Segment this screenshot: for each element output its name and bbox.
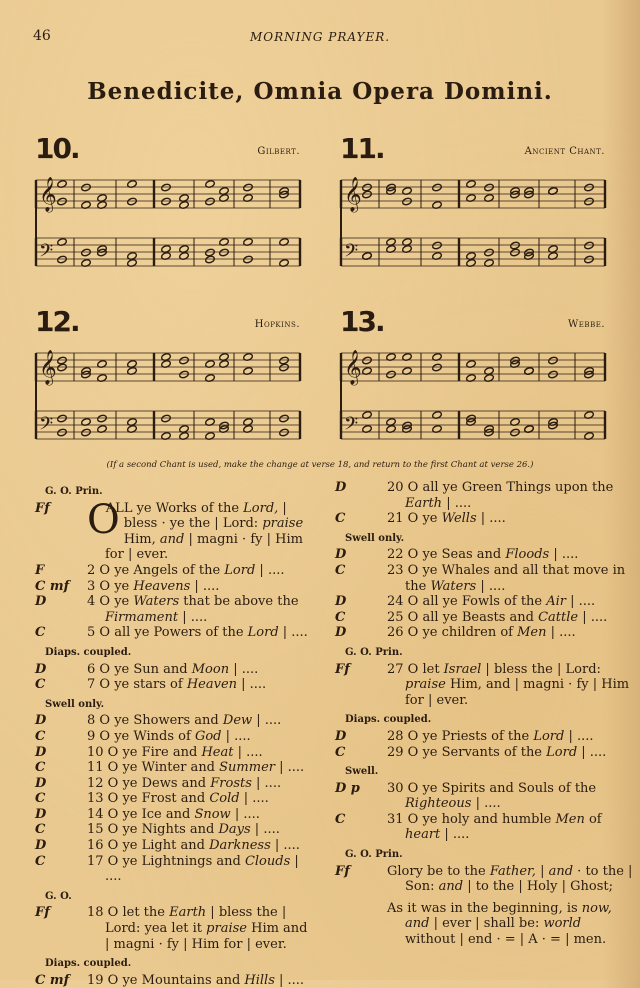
verse-text: 28 O ye Priests of the Lord | .... <box>387 728 594 744</box>
verse-text: 23 O ye Whales and all that move in the Waters | .... <box>387 562 626 594</box>
verse-text: 22 O ye Seas and Floods | .... <box>387 547 579 563</box>
verse <box>35 760 315 776</box>
registration-heading: G. O. Prin. <box>345 849 403 861</box>
verse <box>35 854 315 885</box>
dynamic-mark: C <box>35 822 46 838</box>
verse <box>335 745 635 761</box>
verse-text: 4 O ye Waters that be above the Firmament | .... <box>87 594 299 625</box>
verse-text: 7 O ye stars of Heaven | .... <box>87 677 267 693</box>
verse <box>35 791 315 807</box>
verse <box>335 729 635 745</box>
dynamic-mark: D <box>35 594 47 610</box>
dynamic-mark: C <box>35 728 46 744</box>
verse-text: 6 O ye Sun and Moon | .... <box>87 661 259 677</box>
verse-text: O ALL ye Works of the Lord, | bless · ye the | Lord: praise Him, and | magni · fy | Him for | ever. <box>87 496 304 563</box>
verse <box>335 610 635 626</box>
verse <box>35 594 315 625</box>
music-score <box>339 170 607 282</box>
dynamic-mark: C <box>335 511 346 527</box>
verse-text: 9 O ye Winds of God | .... <box>87 728 251 744</box>
svg-text:𝄞: 𝄞 <box>344 177 362 212</box>
chant-number: 12. <box>35 305 79 338</box>
verse-text: 13 O ye Frost and Cold | .... <box>87 791 269 807</box>
chant-number: 11. <box>340 132 384 165</box>
verse <box>335 511 635 527</box>
verse <box>335 781 635 812</box>
verse <box>335 901 635 948</box>
dynamic-mark: C mf <box>35 972 70 988</box>
svg-text:𝄞: 𝄞 <box>344 350 362 385</box>
verse <box>35 729 315 745</box>
verse <box>35 496 315 563</box>
verse-text: 3 O ye Heavens | .... <box>87 578 220 594</box>
chant-11 <box>325 132 605 282</box>
page-number: 46 <box>33 28 51 44</box>
svg-text:𝄢: 𝄢 <box>344 241 359 266</box>
verse <box>35 625 315 641</box>
dynamic-mark: D <box>35 713 47 729</box>
verse-text: 2 O ye Angels of the Lord | .... <box>87 562 285 578</box>
dynamic-mark: Ff <box>35 905 50 921</box>
registration-heading: Diaps. coupled. <box>45 646 132 658</box>
dynamic-mark: Ff <box>335 863 350 879</box>
running-head: MORNING PRAYER. <box>249 30 391 44</box>
page-header <box>0 28 640 48</box>
music-score <box>34 343 302 455</box>
dynamic-mark: D <box>335 625 347 641</box>
chant-composer: Hopkins. <box>254 319 300 330</box>
verse-text: 12 O ye Dews and Frosts | .... <box>87 775 282 791</box>
verse <box>335 480 635 511</box>
verse-text: 27 O let Israel | bless the | Lord: praise Him, and | magni · fy | Him for | ever. <box>387 661 630 708</box>
chant-composer: Webbe. <box>568 319 605 330</box>
music-score <box>339 343 607 455</box>
verse <box>335 594 635 610</box>
verse <box>35 677 315 693</box>
chant-12 <box>20 305 300 455</box>
registration-heading: G. O. Prin. <box>345 646 403 658</box>
chant-number: 10. <box>35 132 79 165</box>
registration-heading: Swell only. <box>45 698 105 710</box>
verse <box>335 662 635 709</box>
verse <box>35 838 315 854</box>
chant-composer: Ancient Chant. <box>524 146 605 157</box>
dynamic-mark: D <box>35 775 47 791</box>
verse-text: 18 O let the Earth | bless the | Lord: yea let it praise Him and | magni · fy | Him for | ever. <box>87 905 308 952</box>
right-column <box>335 480 635 948</box>
dynamic-mark: C <box>335 811 346 827</box>
dynamic-mark: C <box>35 791 46 807</box>
dynamic-mark: C <box>35 625 46 641</box>
verse <box>35 713 315 729</box>
chant-instruction: (If a second Chant is used, make the change at verse 18, and return to the first Chant at verse 26.) <box>106 460 534 470</box>
left-column <box>35 480 315 988</box>
verse <box>35 822 315 838</box>
verse-text: 10 O ye Fire and Heat | .... <box>87 744 263 760</box>
verse <box>35 905 315 952</box>
verse <box>35 563 315 579</box>
verse-text: 26 O ye children of Men | .... <box>387 625 576 641</box>
svg-text:𝄢: 𝄢 <box>344 414 359 439</box>
svg-text:𝄢: 𝄢 <box>39 241 54 266</box>
dynamic-mark: Ff <box>35 500 50 516</box>
verse <box>335 812 635 843</box>
chant-composer: Gilbert. <box>257 146 300 157</box>
verse-text: 11 O ye Winter and Summer | .... <box>87 760 305 776</box>
dynamic-mark: C <box>335 744 346 760</box>
dynamic-mark: D <box>335 480 347 495</box>
verse <box>35 579 315 595</box>
dynamic-mark: D <box>35 838 47 854</box>
dynamic-mark: C <box>335 562 346 578</box>
verse-text: 31 O ye holy and humble Men of heart | .... <box>387 811 602 843</box>
registration-heading: G. O. <box>45 890 72 902</box>
registration-heading: Swell only. <box>345 532 405 544</box>
verse <box>35 807 315 823</box>
dynamic-mark: D <box>335 547 347 563</box>
dynamic-mark: D <box>335 728 347 744</box>
verse <box>35 662 315 678</box>
verse-text: 14 O ye Ice and Snow | .... <box>87 806 260 822</box>
page-title: Benedicite, Omnia Opera Domini. <box>87 78 553 105</box>
registration-heading: G. O. Prin. <box>45 486 103 497</box>
verse <box>335 563 635 594</box>
verse-text: 25 O all ye Beasts and Cattle | .... <box>387 609 608 625</box>
svg-text:𝄢: 𝄢 <box>39 414 54 439</box>
registration-heading: Swell. <box>345 766 379 778</box>
svg-text:𝄞: 𝄞 <box>39 350 57 385</box>
verse-text: 29 O ye Servants of the Lord | .... <box>387 744 607 760</box>
dynamic-mark: C <box>35 760 46 776</box>
verse-text: 30 O ye Spirits and Souls of the Righteous | .... <box>387 780 597 812</box>
verse-text: 8 O ye Showers and Dew | .... <box>87 713 282 729</box>
verse <box>35 973 315 988</box>
dynamic-mark: D p <box>335 780 360 796</box>
verse <box>335 625 635 641</box>
dynamic-mark: C <box>335 609 346 625</box>
registration-heading: Diaps. coupled. <box>345 714 432 726</box>
dynamic-mark: C <box>35 677 46 693</box>
dynamic-mark: D <box>35 661 47 677</box>
chant-13 <box>325 305 605 455</box>
music-score <box>34 170 302 282</box>
dynamic-mark: Ff <box>335 661 350 677</box>
dynamic-mark: D <box>335 594 347 610</box>
verse <box>35 776 315 792</box>
registration-heading: Diaps. coupled. <box>45 958 132 970</box>
chant-10 <box>20 132 300 282</box>
dynamic-mark: D <box>35 744 47 760</box>
chant-number: 13. <box>340 305 384 338</box>
verse <box>35 745 315 761</box>
verse-text: Glory be to the Father, | and · to the | Son: and | to the | Holy | Ghost; <box>387 863 633 895</box>
verse-text: 21 O ye Wells | .... <box>387 511 506 527</box>
verse <box>335 864 635 895</box>
verse-text: As it was in the beginning, is now, and | ever | shall be: world without | end · = | A · = | men. <box>387 900 612 948</box>
dynamic-mark: C <box>35 853 46 869</box>
dynamic-mark: F <box>35 562 45 578</box>
verse <box>335 547 635 563</box>
verse-text: 20 O all ye Green Things upon the Earth | .... <box>387 480 614 511</box>
drop-cap: O <box>87 496 120 543</box>
svg-text:𝄞: 𝄞 <box>39 177 57 212</box>
verse-text: 5 O all ye Powers of the Lord | .... <box>87 625 308 641</box>
verse-text: 16 O ye Light and Darkness | .... <box>87 838 300 854</box>
verse-text: 15 O ye Nights and Days | .... <box>87 822 280 838</box>
verse-text: 24 O all ye Fowls of the Air | .... <box>387 594 596 610</box>
dynamic-mark: D <box>35 806 47 822</box>
dynamic-mark: C mf <box>35 578 70 594</box>
verse-text: 19 O ye Mountains and Hills | .... <box>87 972 305 988</box>
verse-text: 17 O ye Lightnings and Clouds | .... <box>87 853 299 885</box>
